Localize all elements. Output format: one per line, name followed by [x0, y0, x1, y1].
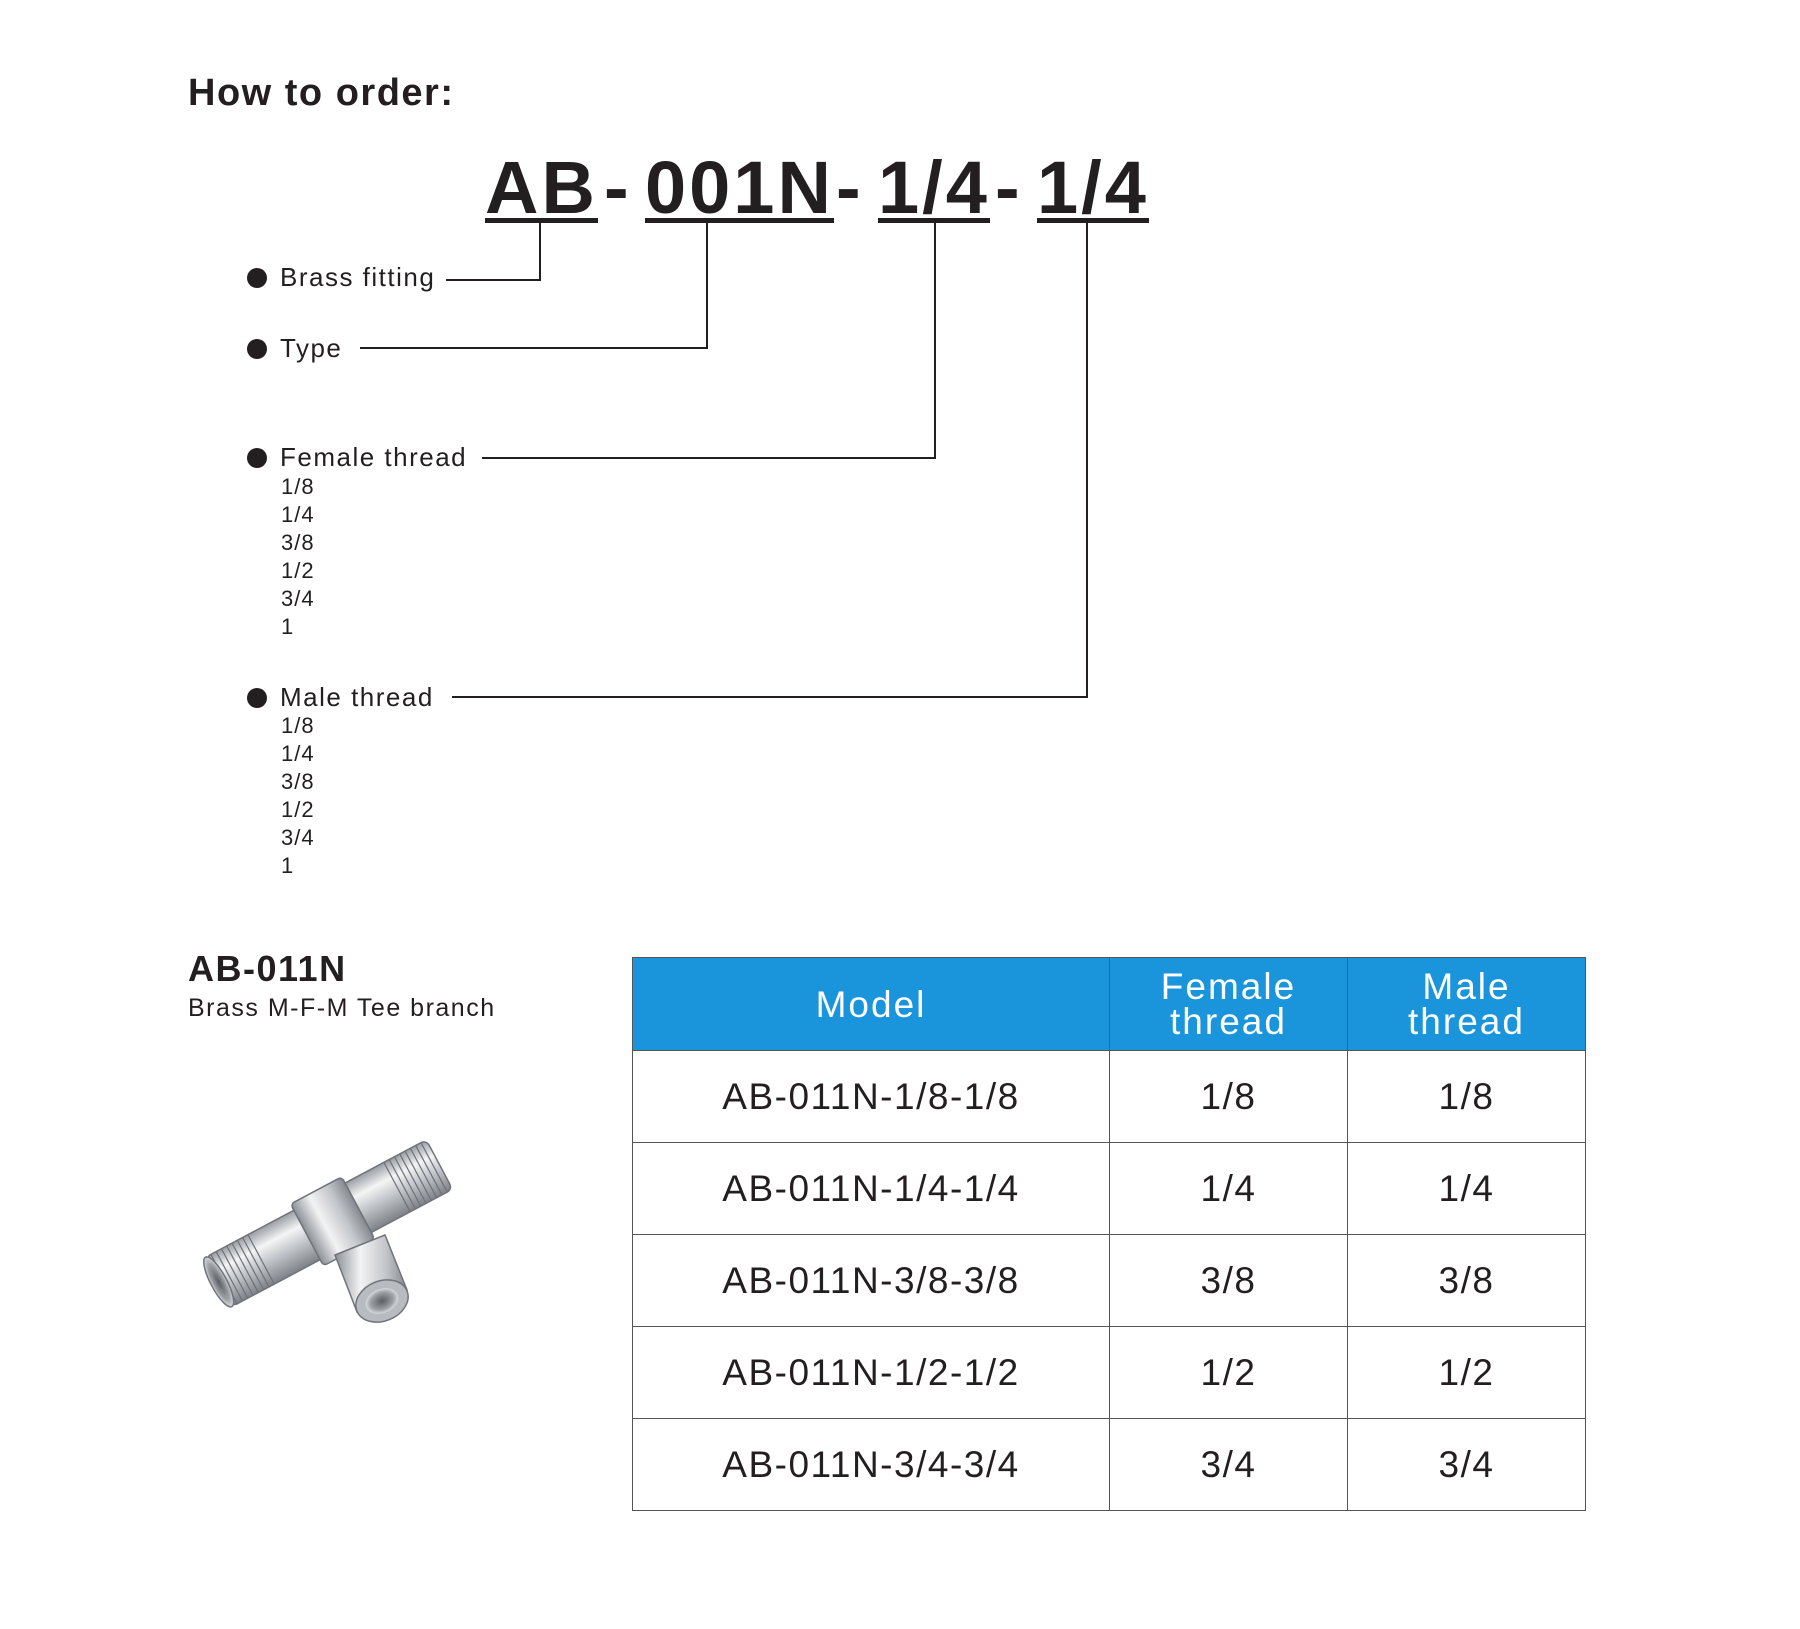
cell-model: AB-011N-1/8-1/8	[633, 1051, 1110, 1143]
code-separator: -	[836, 146, 861, 229]
table-row	[633, 1327, 1586, 1419]
cell-model: AB-011N-1/4-1/4	[633, 1143, 1110, 1235]
cell-model: AB-011N-3/8-3/8	[633, 1235, 1110, 1327]
thread-size: 3/4	[281, 586, 315, 611]
header-female-thread	[1110, 958, 1348, 1051]
table-row	[633, 1051, 1586, 1143]
code-part-female-thread: 1/4	[878, 146, 990, 229]
product-code: AB-011N	[188, 948, 347, 989]
page-title: How to order:	[188, 72, 455, 114]
product-description: Brass M-F-M Tee branch	[188, 994, 496, 1022]
cell-female-thread: 1/4	[1110, 1143, 1348, 1235]
option-label: Type	[280, 333, 343, 363]
header-label: Female thread	[1160, 966, 1297, 1042]
thread-size: 1/4	[281, 741, 315, 766]
thread-size: 3/8	[281, 530, 315, 555]
cell-female-thread: 1/2	[1110, 1327, 1348, 1419]
female-thread-values	[281, 473, 315, 641]
thread-size: 1	[281, 614, 295, 639]
leader-line-female	[482, 219, 935, 458]
header-label: Male thread	[1408, 966, 1525, 1042]
bullet-icon	[247, 268, 267, 288]
cell-model: AB-011N-3/4-3/4	[633, 1419, 1110, 1511]
thread-size: 1/2	[281, 797, 315, 822]
cell-model: AB-011N-1/2-1/2	[633, 1327, 1110, 1419]
header-model	[633, 958, 1110, 1051]
male-thread-values	[281, 712, 315, 880]
thread-size: 1/2	[281, 558, 315, 583]
bullet-icon	[247, 448, 267, 468]
cell-male-thread: 1/8	[1348, 1051, 1586, 1143]
bullet-icon	[247, 688, 267, 708]
table-header-row	[633, 958, 1586, 1051]
table-row	[633, 1235, 1586, 1327]
thread-size: 1	[281, 853, 295, 878]
thread-size: 1/4	[281, 502, 315, 527]
spec-table	[632, 957, 1586, 1511]
code-part-brass: AB	[485, 146, 598, 229]
code-part-male-thread: 1/4	[1037, 146, 1149, 229]
option-label: Female thread	[280, 442, 468, 472]
header-label: Model	[815, 983, 927, 1025]
code-part-type: 001N	[645, 146, 834, 229]
code-separator: -	[604, 146, 629, 229]
option-label: Brass fitting	[280, 262, 436, 292]
thread-size: 1/8	[281, 474, 315, 499]
thread-size: 3/4	[281, 825, 315, 850]
thread-size: 3/8	[281, 769, 315, 794]
table-row	[633, 1419, 1586, 1511]
header-male-thread	[1348, 958, 1586, 1051]
cell-male-thread: 3/8	[1348, 1235, 1586, 1327]
cell-male-thread: 3/4	[1348, 1419, 1586, 1511]
code-separator: -	[995, 146, 1020, 229]
option-label: Male thread	[280, 682, 434, 712]
cell-male-thread: 1/2	[1348, 1327, 1586, 1419]
cell-female-thread: 1/8	[1110, 1051, 1348, 1143]
leader-line-male	[452, 219, 1087, 697]
cell-male-thread: 1/4	[1348, 1143, 1586, 1235]
brass-tee-fitting-photo	[185, 1090, 475, 1360]
cell-female-thread: 3/8	[1110, 1235, 1348, 1327]
bullet-icon	[247, 339, 267, 359]
thread-size: 1/8	[281, 713, 315, 738]
table-row	[633, 1143, 1586, 1235]
cell-female-thread: 3/4	[1110, 1419, 1348, 1511]
